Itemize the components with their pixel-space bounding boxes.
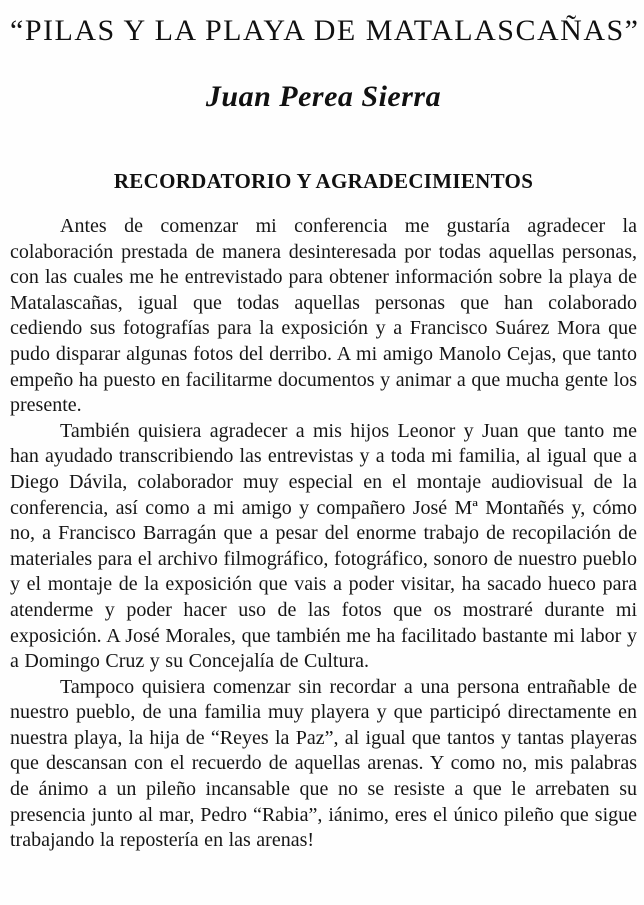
document-title: “PILAS Y LA PLAYA DE MATALASCAÑAS” [10, 14, 640, 47]
paragraph-acknowledgements-1: Antes de comenzar mi conferencia me gustaría agradecer la colaboración prestada de manera desinteresada por todas aquellas personas, con las cuales me he entrevistado para obtener información sobre la playa de Matalascañas, igual que todas aquellas personas que han colaborado cediendo sus fotografías para la exposición y a Francisco Suárez Mora que pudo disparar algunas fotos del derribo. A mi amigo Manolo Cejas, que tanto empeño ha puesto en facilitarme documentos y animar a que mucha gente los presente. [10, 215, 637, 417]
document-body [10, 214, 637, 854]
paragraph-remembrance: Tampoco quisiera comenzar sin recordar a una persona entrañable de nuestro pueblo, de una familia muy playera y que participó directamente en nuestra playa, la hija de “Reyes la Paz”, al igual que tantos y tantas playeras que descansan con el recuerdo de aquellas arenas. Y como no, mis palabras de ánimo a un pileño incansable que no se resiste a que le arrebaten su presencia junto al mar, Pedro “Rabia”, iánimo, eres el único pileño que sigue trabajando la repostería en las arenas! [10, 675, 637, 852]
author-name: Juan Perea Sierra [205, 80, 442, 113]
paragraph-acknowledgements-2: También quisiera agradecer a mis hijos Leonor y Juan que tanto me han ayudado transcribiendo las entrevistas y a toda mi familia, al igual que a Diego Dávila, colaborador muy especial en el montaje audiovisual de la conferencia, así como a mi amigo y compañero José Mª Montañés y, cómo no, a Francisco Barragán que a pesar del enorme trabajo de recopilación de materiales para el archivo filmográfico, fotográfico, sonoro de nuestro pueblo y el montaje de la exposición que vais a poder visitar, ha sacado hueco para atenderme y poder hacer uso de las fotos que os mostraré durante mi exposición. A José Morales, que también me ha facilitado bastante mi labor y a Domingo Cruz y su Concejalía de Cultura. [10, 419, 637, 673]
section-heading: RECORDATORIO Y AGRADECIMIENTOS [113, 169, 534, 193]
